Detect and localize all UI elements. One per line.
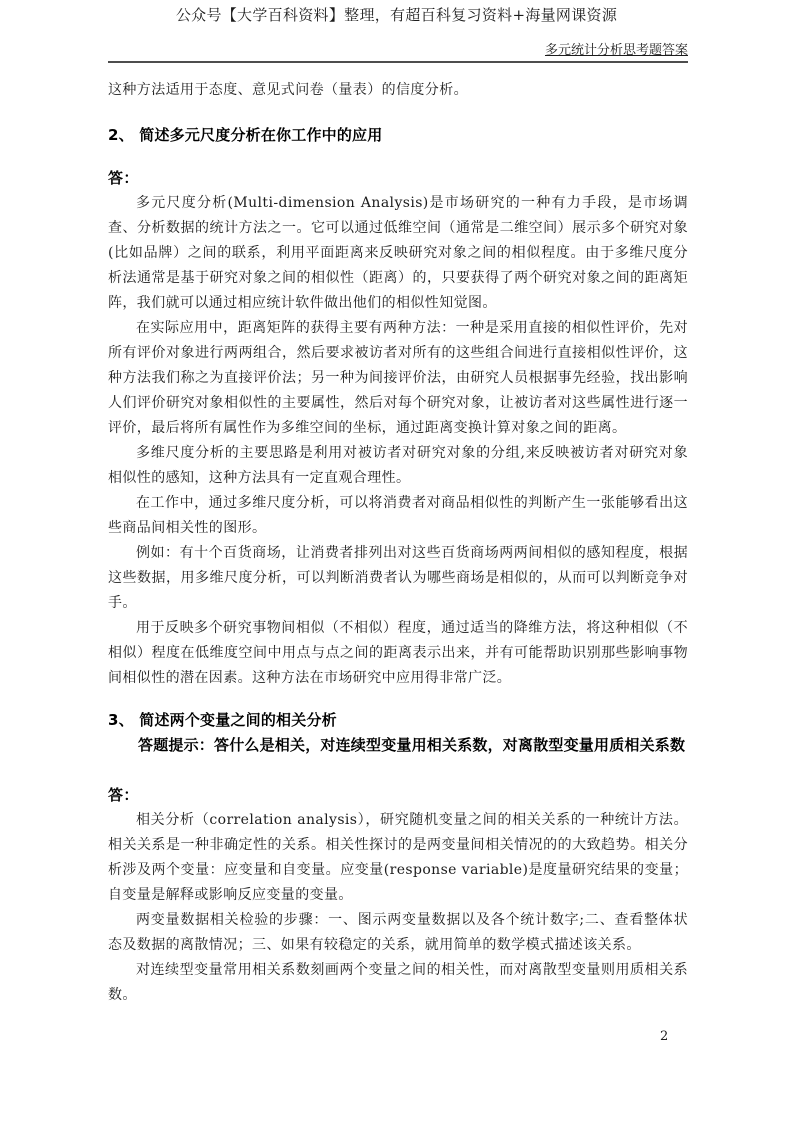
header-title: 多元统计分析思考题答案 <box>544 43 688 58</box>
section-2-paragraph-6: 用于反映多个研究事物间相似（不相似）程度，通过适当的降维方法，将这种相似（不相似）程度在低维度空间中用点与点之间的距离表示出来，并有可能帮助识别那些影响事物间相似性的潜在因素。这种方法在市场研究中应用得非常广泛。 <box>108 620 688 686</box>
section-3-hint: 答题提示：答什么是相关，对连续型变量用相关系数，对离散型变量用质相关系数 <box>138 736 686 754</box>
section-2-paragraph-2: 在实际应用中，距离矩阵的获得主要有两种方法：一种是采用直接的相似性评价，先对所有评价对象进行两两组合，然后要求被访者对所有的这些组合间进行直接相似性评价，这种方法我们称之为直接评价法；另一种为间接评价法，由研究人员根据事先经验，找出影响人们评价研究对象相似性的主要属性，然后对每个研究对象，让被访者对这些属性进行逐一评价，最后将所有属性作为多维空间的坐标，通过距离变换计算对象之间的距离。 <box>108 320 688 436</box>
section-3-paragraph-3: 对连续型变量常用相关系数刻画两个变量之间的相关性，而对离散型变量则用质相关系数。 <box>108 962 688 1003</box>
document-body <box>108 78 688 1008</box>
page-header <box>108 42 688 63</box>
top-banner: 公众号【大学百科资料】整理，有超百科复习资料+海量网课资源 <box>175 6 618 24</box>
section-2-paragraph-4: 在工作中，通过多维尺度分析，可以将消费者对商品相似性的判断产生一张能够看出这些商品间相关性的图形。 <box>108 495 688 536</box>
section-2-answer-label: 答： <box>108 169 139 187</box>
section-3-paragraph-1: 相关分析（correlation analysis），研究随机变量之间的相关关系的一种统计方法。相关关系是一种非确定性的关系。相关性探讨的是两变量间相关情况的的大致趋势。相关分析涉及两个变量：应变量和自变量。应变量(response variable)是度量研究结果的变量；自变量是解释或影响反应变量的变量。 <box>108 812 688 903</box>
page-number: 2 <box>660 1029 669 1044</box>
section-2-paragraph-3: 多维尺度分析的主要思路是利用对被访者对研究对象的分组,来反映被访者对研究对象相似性的感知，这种方法具有一定直观合理性。 <box>108 445 688 486</box>
intro-line: 这种方法适用于态度、意见式问卷（量表）的信度分析。 <box>108 82 468 98</box>
section-3-heading: 3、 简述两个变量之间的相关分析 <box>108 711 337 729</box>
section-2-paragraph-5: 例如：有十个百货商场，让消费者排列出对这些百货商场两两间相似的感知程度，根据这些数据，用多维尺度分析，可以判断消费者认为哪些商场是相似的，从而可以判断竞争对手。 <box>108 545 688 611</box>
section-3-answer-label: 答： <box>108 786 139 804</box>
section-2-heading: 2、 简述多元尺度分析在你工作中的应用 <box>108 126 383 144</box>
section-3-paragraph-2: 两变量数据相关检验的步骤：一、图示两变量数据以及各个统计数字;二、查看整体状态及数据的离散情况；三、如果有较稳定的关系，就用简单的数学模式描述该关系。 <box>108 912 688 953</box>
section-2-paragraph-1: 多元尺度分析(Multi-dimension Analysis)是市场研究的一种有力手段，是市场调查、分析数据的统计方法之一。它可以通过低维空间（通常是二维空间）展示多个研究对象(比如品牌）之间的联系，利用平面距离来反映研究对象之间的相似程度。由于多维尺度分析法通常是基于研究对象之间的相似性（距离）的，只要获得了两个研究对象之间的距离矩阵，我们就可以通过相应统计软件做出他们的相似性知觉图。 <box>108 195 688 311</box>
